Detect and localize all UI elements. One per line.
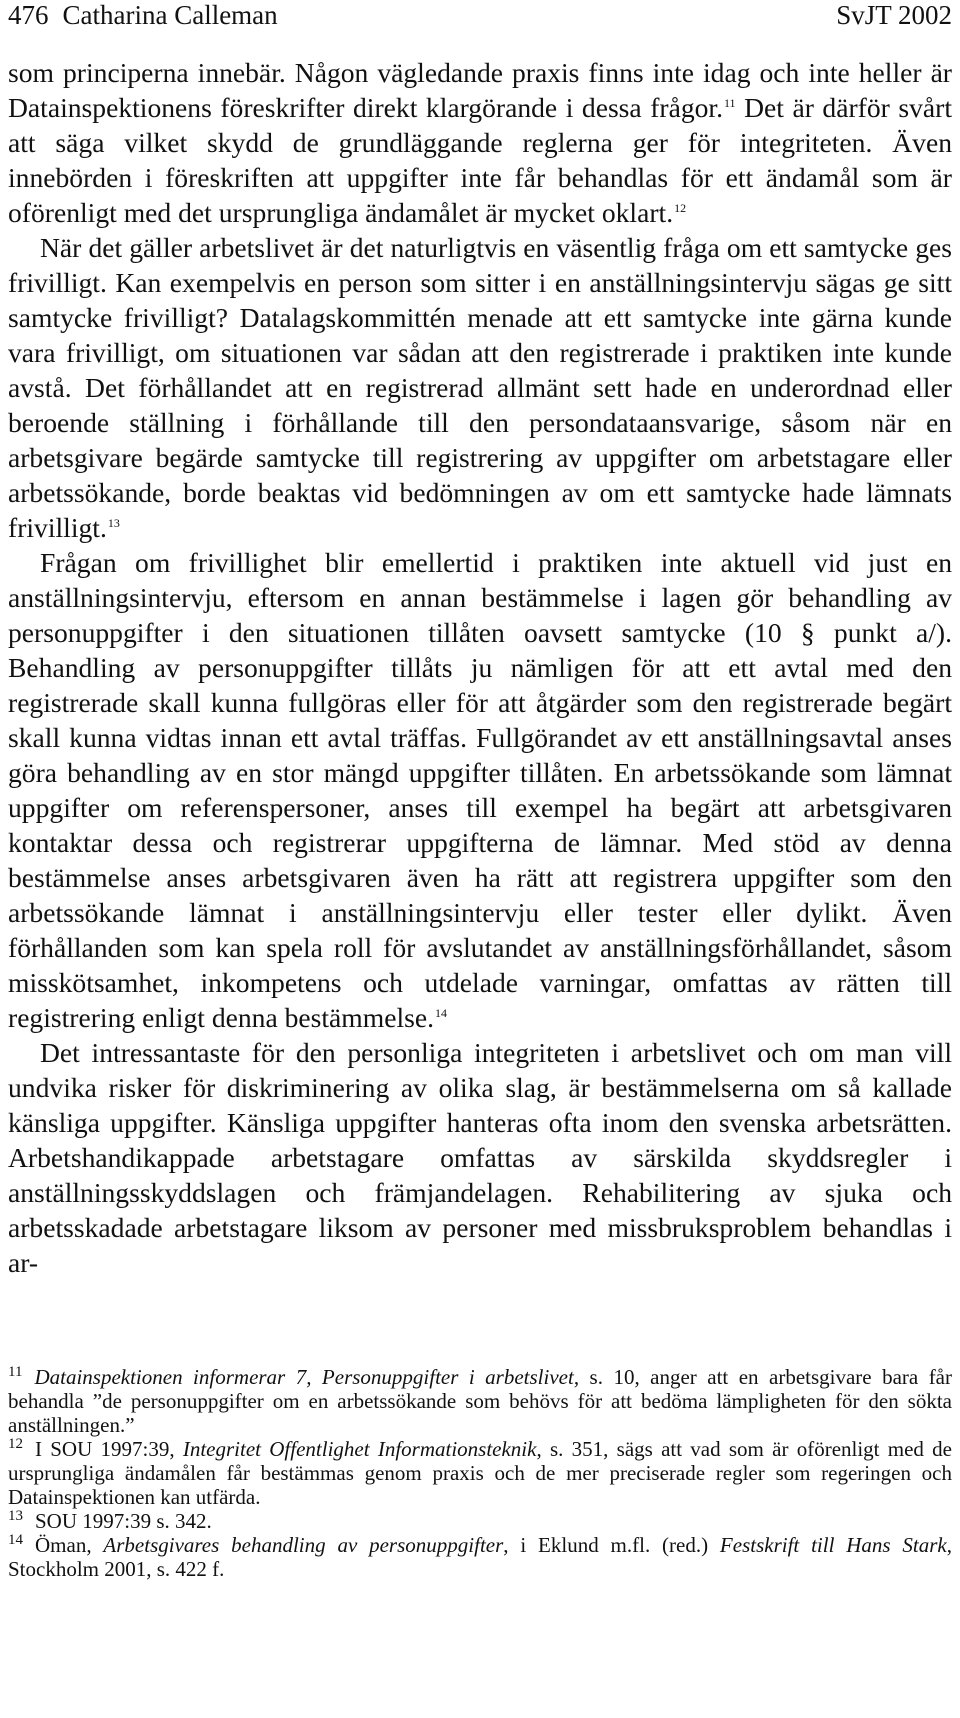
footnote-14-pre: Öman, [35, 1533, 104, 1557]
footnote-ref-11[interactable]: 11 [723, 95, 736, 110]
footnote-11-title: Datainspektionen informerar 7, Personuppgifter i arbetslivet [34, 1365, 574, 1389]
footnote-number: 13 [8, 1508, 23, 1524]
header-journal: SvJT 2002 [836, 0, 952, 30]
paragraph-4-text: Det intressantaste för den personliga integriteten i arbetslivet och om man vill undvika risker för diskriminering av olika slag, är bestämmelserna om så kallade känsliga uppgifter. Känsliga uppgifter hanteras ofta inom den svenska arbetsrätten. Arbetshandikappade arbetstagare omfattas av särskilda skyddsregler i anställningsskyddslagen och främjandelagen. Rehabilitering av sjuka och arbetsskadade arbetstagare liksom av personer med missbruksproblem behandlas i ar- [8, 1037, 952, 1278]
paragraph-1-text-b: Det är därför svårt att säga vilket skydd de grundläggande reglerna ger för integriteten. Även innebörden i föreskriften att uppgifter inte får behandlas för ett ändamål som är oförenligt med det ursprungliga ändamålet är mycket oklart. [8, 92, 952, 228]
running-header [8, 0, 952, 40]
paragraph-2 [8, 230, 952, 545]
paragraph-2-text: När det gäller arbetslivet är det naturligtvis en väsentlig fråga om ett samtycke ges frivilligt. Kan exempelvis en person som sitter i en anställningsintervju sägas ge sitt samtycke frivilligt? Datalagskommittén menade att ett samtycke inte gärna kunde vara frivilligt, om situationen var sådan att den registrerade i praktiken inte kunde avstå. Det förhållandet att en registrerad allmänt sett hade en underordnad eller beroende ställning i förhållande till den persondataansvarige, såsom när en arbetsgivare begärde samtycke till registrering av uppgifter om arbetstagare eller arbetssökande, borde beaktas vid bedömningen av om ett samtycke hade lämnats frivilligt. [8, 232, 952, 543]
footnote-14-title: Arbetsgivares behandling av personuppgifter [103, 1533, 504, 1557]
footnote-14-title-2: Festskrift till Hans Stark [719, 1533, 947, 1557]
header-left [8, 0, 292, 30]
footnote-number: 12 [8, 1436, 23, 1452]
paragraph-3 [8, 545, 952, 1035]
body-text [8, 55, 952, 1280]
paragraph-3-text: Frågan om frivillighet blir emellertid i praktiken inte aktuell vid just en anställningsintervju, eftersom en annan bestämmelse i lagen gör behandling av personuppgifter i den situationen tillåten oavsett samtycke (10 § punkt a/). Behandling av personuppgifter tillåts ju nämligen för att ett avtal med den registrerade skall kunna fullgöras eller för att åtgärder som den registrerade begärt skall kunna vidtas innan ett avtal träffas. Fullgörandet av ett anställningsavtal anses göra behandling av en stor mängd uppgifter tillåten. En arbetssökande som lämnat uppgifter om referenspersoner, anses till exempel ha begärt att arbetsgivaren kontaktar dessa och registrerar uppgifterna de lämnar. Med stöd av denna bestämmelse anses arbetsgivaren även ha rätt att registrera uppgifter som den arbetssökande lämnat i anställningsintervju eller tester eller dylikt. Även förhållanden som kan spela roll för avslutandet av anställningsförhållandet, såsom misskötsamhet, inkompetens och utdelade varningar, omfattas av rätten till registrering enligt denna bestämmelse. [8, 547, 952, 1033]
header-author: Catharina Calleman [62, 0, 278, 30]
footnote-ref-13[interactable]: 13 [107, 515, 120, 530]
footnote-12-text: , s. 351, sägs att vad som är oförenligt med de ursprungliga ändamålen får bestämmas genom praxis och de mer preciserade regler som regeringen och Datainspektionen kan utfärda. [8, 1437, 952, 1509]
footnotes [8, 1365, 952, 1581]
footnote-14-mid: , i Eklund m.fl. (red.) [503, 1533, 720, 1557]
footnote-11-text: , s. 10, anger att en arbetsgivare bara får behandla ”de personuppgifter om en arbetssökande som behövs för att bedöma lämpligheten för den sökta anställningen.” [8, 1365, 952, 1437]
page-number: 476 [8, 0, 49, 30]
footnote-ref-14[interactable]: 14 [435, 1005, 448, 1020]
footnote-12 [8, 1437, 952, 1509]
footnote-number: 11 [8, 1364, 23, 1380]
footnote-13-text: SOU 1997:39 s. 342. [35, 1509, 212, 1533]
footnote-12-title: Integritet Offentlighet Informationsteknik [182, 1437, 537, 1461]
footnote-12-pre: I SOU 1997:39, [35, 1437, 183, 1461]
footnote-11 [8, 1365, 952, 1437]
paragraph-1-text-a: som principerna innebär. Någon vägledande praxis finns inte idag och inte heller är Datainspektionens föreskrifter direkt klargörande i dessa frågor. [8, 57, 952, 123]
paragraph-1 [8, 55, 952, 230]
footnote-14-text: , Stockholm 2001, s. 422 f. [8, 1533, 953, 1581]
footnote-14 [8, 1533, 952, 1581]
footnote-number: 14 [8, 1532, 23, 1548]
footnote-ref-12[interactable]: 12 [674, 200, 687, 215]
paragraph-4 [8, 1035, 952, 1280]
footnote-13 [8, 1509, 952, 1533]
